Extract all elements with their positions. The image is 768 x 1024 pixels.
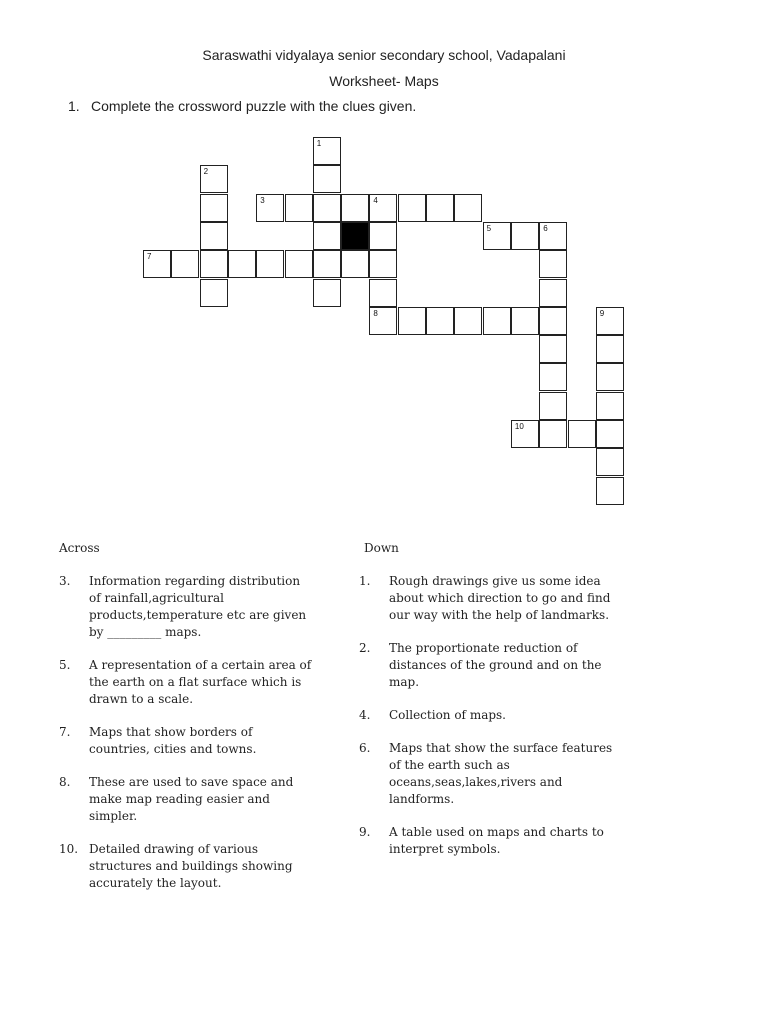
clue-number-label: 1 [316, 139, 322, 148]
crossword-cell[interactable] [228, 250, 256, 278]
clue-number-label: 6 [543, 223, 548, 233]
crossword-cell[interactable] [369, 222, 397, 250]
crossword-cell[interactable] [200, 165, 228, 193]
crossword-cell[interactable] [313, 250, 341, 278]
crossword-cell[interactable] [143, 250, 171, 278]
clue-number-label: 4 [373, 195, 378, 205]
crossword-cell[interactable] [511, 420, 539, 448]
clue-number: 4. [359, 708, 371, 722]
crossword-cell[interactable] [369, 250, 397, 278]
crossword-cell[interactable] [398, 307, 426, 335]
clue-number-label: 2 [203, 167, 209, 177]
down-heading: Down [364, 541, 399, 555]
clue-text: Rough drawings give us some idea about which direction to go and find our way with the help of landmarks. [389, 574, 611, 622]
clue-text: A table used on maps and charts to interpret symbols. [389, 825, 604, 856]
crossword-cell[interactable] [313, 165, 341, 193]
clue-number-label: 5 [486, 223, 492, 233]
clue-text: Detailed drawing of various structures and buildings showing accurately the layout. [89, 842, 293, 890]
clue-text: These are used to save space and make map reading easier and simpler. [89, 775, 294, 823]
crossword-cell[interactable] [426, 307, 454, 335]
clue-number: 1. [359, 574, 371, 588]
clue-number: 6. [359, 741, 371, 755]
crossword-cell[interactable] [596, 307, 624, 335]
school-name: Saraswathi vidyalaya senior secondary school, Vadapalani [202, 47, 566, 63]
clue-text: Collection of maps. [389, 708, 506, 722]
crossword-cell[interactable] [171, 250, 199, 278]
clue-number-label: 7 [147, 252, 152, 262]
clue-text: Maps that show the surface features of the earth such as oceans,seas,lakes,rivers and landforms. [389, 741, 613, 806]
crossword-cell[interactable] [200, 222, 228, 250]
crossword-cell[interactable] [511, 222, 539, 250]
crossword-cell[interactable] [256, 250, 284, 278]
clue-number-label: 10 [514, 422, 524, 431]
crossword-cell[interactable] [369, 194, 397, 222]
crossword-cell[interactable] [369, 307, 397, 335]
crossword-cell[interactable] [285, 250, 313, 278]
clue-number: 9. [359, 825, 371, 839]
clue-text: Information regarding distribution of rainfall,agricultural products,temperature etc are given by _________ maps. [89, 574, 307, 639]
clue-number: 7. [59, 725, 71, 739]
crossword-cell[interactable] [256, 194, 284, 222]
question-number: 1. [68, 98, 80, 114]
crossword-cell[interactable] [369, 279, 397, 307]
clue-number: 2. [359, 641, 371, 655]
crossword-cell[interactable] [483, 222, 511, 250]
clue-text: Maps that show borders of countries, cities and towns. [89, 725, 257, 756]
crossword-cell[interactable] [341, 194, 369, 222]
clue-text: A representation of a certain area of the earth on a flat surface which is drawn to a scale. [89, 658, 312, 706]
crossword-cell[interactable] [200, 250, 228, 278]
clue-number-label: 8 [373, 308, 378, 318]
crossword-cell[interactable] [200, 194, 228, 222]
crossword-cell[interactable] [426, 194, 454, 222]
crossword-cell[interactable] [539, 307, 567, 335]
crossword-cell[interactable] [596, 477, 624, 505]
crossword-cell[interactable] [313, 194, 341, 222]
clue-number: 8. [59, 775, 71, 789]
clue-number: 5. [59, 658, 71, 672]
clue-text: The proportionate reduction of distances of the ground and on the map. [389, 641, 602, 689]
crossword-cell[interactable] [200, 279, 228, 307]
crossword-cell[interactable] [483, 307, 511, 335]
clue-number-label: 3 [260, 195, 265, 205]
clue-number: 10. [59, 842, 79, 856]
crossword-cell[interactable] [596, 392, 624, 420]
across-heading: Across [59, 541, 100, 555]
crossword-cell[interactable] [539, 279, 567, 307]
crossword-cell[interactable] [568, 420, 596, 448]
crossword-cell[interactable] [596, 420, 624, 448]
crossword-cell[interactable] [313, 279, 341, 307]
crossword-cell[interactable] [341, 250, 369, 278]
crossword-cell[interactable] [539, 392, 567, 420]
clue-number-label: 9 [599, 308, 605, 318]
crossword-cell[interactable] [596, 363, 624, 391]
crossword-cell[interactable] [313, 137, 341, 165]
crossword-cell[interactable] [539, 363, 567, 391]
question-text: Complete the crossword puzzle with the clues given. [91, 98, 417, 114]
clue-number: 3. [59, 574, 71, 588]
crossword-cell[interactable] [539, 335, 567, 363]
crossword-cell[interactable] [539, 250, 567, 278]
crossword-cell[interactable] [398, 194, 426, 222]
crossword-cell[interactable] [313, 222, 341, 250]
crossword-cell[interactable] [454, 194, 482, 222]
crossword-cell[interactable] [539, 420, 567, 448]
crossword-cell[interactable] [511, 307, 539, 335]
crossword-cell[interactable] [539, 222, 567, 250]
crossword-cell[interactable] [454, 307, 482, 335]
worksheet-title: Worksheet- Maps [329, 73, 439, 89]
crossword-cell[interactable] [596, 448, 624, 476]
crossword-cell[interactable] [341, 222, 369, 250]
crossword-cell[interactable] [596, 335, 624, 363]
crossword-cell[interactable] [285, 194, 313, 222]
